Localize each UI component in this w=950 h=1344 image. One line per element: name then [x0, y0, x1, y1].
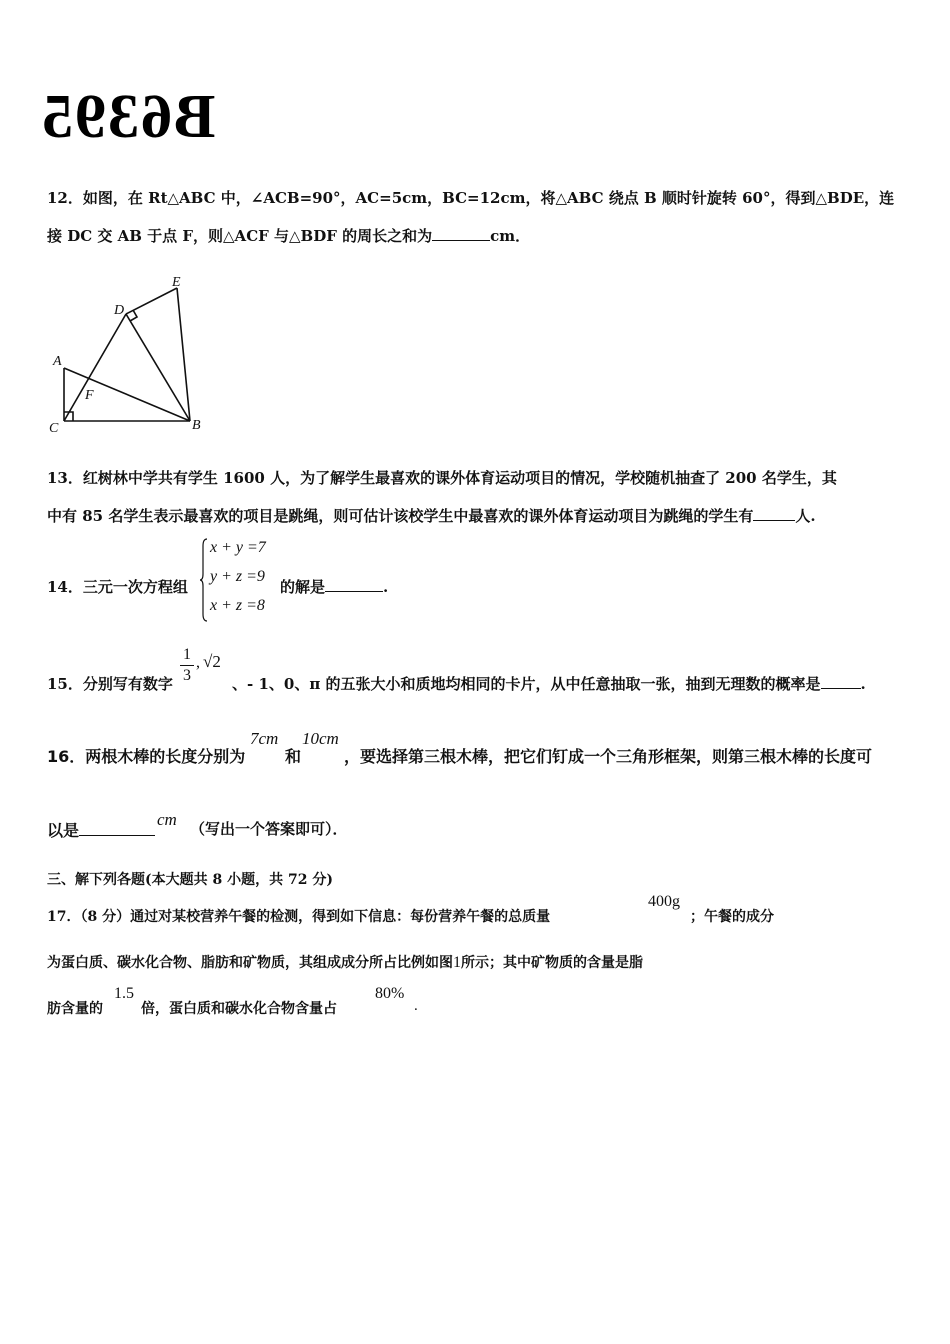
q16-line2-prefix: 以是 — [47, 821, 80, 840]
q15-prefix: 15．分别写有数字 — [47, 675, 173, 693]
label-f: F — [85, 388, 94, 403]
q13-line1: 13．红树林中学共有学生 1600 人，为了解学生最喜欢的课外体育运动项目的情况，学校随机抽查了 200 名学生，其 — [47, 469, 837, 487]
label-d: D — [114, 303, 125, 318]
q14-suffix — [280, 576, 388, 597]
q13-line2 — [47, 505, 816, 526]
q14-end: . — [383, 578, 389, 596]
label-a: A — [53, 354, 62, 369]
q15-suffix — [232, 673, 866, 694]
q17-line2-end: 所示；其中矿物质的含量是脂 — [461, 955, 643, 971]
label-e: E — [172, 275, 181, 290]
q16-and: 和 — [285, 747, 302, 766]
answer-blank[interactable] — [821, 674, 861, 689]
equation-3: x + z =8 — [210, 597, 265, 614]
q12-line2-unit: cm． — [490, 227, 531, 245]
fraction-denominator: 3 — [183, 667, 191, 684]
q17-line2 — [47, 952, 643, 972]
q14-solution-label: 的解是 — [280, 578, 326, 596]
q13-line2-end: 人. — [795, 507, 816, 525]
q17-line3-text: 倍，蛋白质和碳水化合物含量占 — [141, 1001, 337, 1017]
sqrt-two: √2 — [203, 652, 221, 671]
q17-line1: 17．（8 分）通过对某校营养午餐的检测，得到如下信息：每份营养午餐的总质量 — [47, 909, 551, 925]
q17-line1-end: ；午餐的成分 — [690, 909, 774, 925]
q15-end: . — [860, 675, 866, 693]
q14-prefix: 14．三元一次方程组 — [47, 578, 188, 596]
q17-line2-text: 为蛋白质、碳水化合物、脂肪和矿物质，其组成成分所占比例如图 — [47, 955, 453, 971]
segment-ab — [64, 368, 190, 421]
q16-prefix: 16．两根木棒的长度分别为 — [47, 747, 246, 766]
answer-blank[interactable] — [325, 577, 383, 592]
length-7cm: 7cm — [250, 729, 279, 748]
q12-line2 — [47, 225, 530, 246]
equation-2: y + z =9 — [210, 568, 265, 585]
fraction-numerator: 1 — [183, 646, 191, 663]
q17-period: . — [414, 998, 418, 1014]
q16-hint: （写出一个答案即可）． — [190, 820, 348, 838]
segment-dc — [64, 314, 126, 421]
q16-line2 — [47, 818, 155, 841]
ratio-1-5: 1.5 — [114, 985, 134, 1002]
percent-80: 80% — [375, 985, 405, 1002]
watermark-stamp: B6395 — [40, 83, 216, 151]
comma-separator: , — [196, 654, 200, 671]
triangle-figure — [44, 268, 219, 438]
q15-text: 、- 1、0、π 的五张大小和质地均相同的卡片，从中任意抽取一张，抽到无理数的概率是 — [232, 675, 821, 693]
fraction-bar — [180, 665, 194, 666]
label-b: B — [192, 418, 201, 433]
q16-text: ，要选择第三根木棒，把它们钉成一个三角形框架，则第三根木棒的长度可 — [344, 747, 873, 766]
mass-400g: 400g — [648, 893, 680, 910]
q12-line2-text: 接 DC 交 AB 于点 F，则△ACF 与△BDF 的周长之和为 — [47, 227, 433, 245]
section-heading: 三、解下列各题(本大题共 8 小题，共 72 分) — [47, 872, 333, 888]
q12-line1: 12．如图，在 Rt△ABC 中，∠ACB=90°，AC=5cm，BC=12cm，将△ABC 绕点 B 顺时针旋转 60°，得到△BDE，连 — [47, 189, 895, 207]
answer-blank[interactable] — [753, 506, 795, 521]
answer-blank[interactable] — [432, 226, 490, 241]
brace-icon — [200, 538, 208, 622]
label-c: C — [49, 421, 59, 436]
q13-line2-text: 中有 85 名学生表示最喜欢的项目是跳绳，则可估计该校学生中最喜欢的课外体育运动项目为跳绳的学生有 — [47, 507, 754, 525]
equation-system — [200, 538, 280, 624]
q17-line3-prefix: 肪含量的 — [47, 1001, 103, 1017]
equation-1: x + y =7 — [210, 539, 266, 556]
figure-number: 1 — [453, 954, 461, 971]
length-10cm: 10cm — [302, 729, 339, 748]
fraction-one-third — [180, 646, 194, 685]
answer-blank[interactable] — [79, 821, 155, 836]
unit-cm: cm — [157, 810, 177, 829]
